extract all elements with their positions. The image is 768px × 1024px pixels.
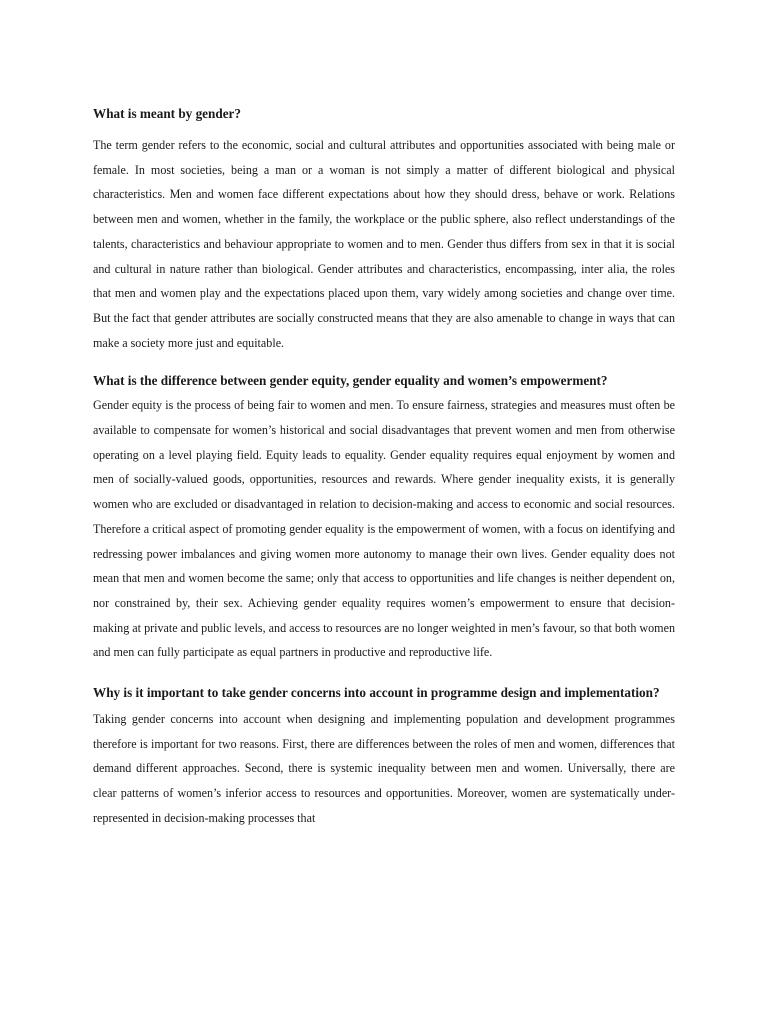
- section-paragraph-programme-design: Taking gender concerns into account when designing and implementing population and development programmes therefore is important for two reasons. First, there are differences between the roles of men and women, differences that demand different approaches. Second, there is systemic inequality between men and women. Universally, there are clear patterns of women’s inferior access to resources and opportunities. Moreover, women are systematically under-represented in decision-making processes that: [93, 712, 675, 825]
- section-heading-programme-design: Why is it important to take gender concerns into account in programme design and implementation?: [93, 685, 660, 701]
- section-paragraph-gender: The term gender refers to the economic, social and cultural attributes and opportunities associated with being male or female. In most societies, being a man or a woman is not simply a matter of different biological and physical characteristics. Men and women face different expectations about how they should dress, behave or work. Relations between men and women, whether in the family, the workplace or the public sphere, also reflect understandings of the talents, characteristics and behaviour appropriate to women and to men. Gender thus differs from sex in that it is social and cultural in nature rather than biological. Gender attributes and characteristics, encompassing, inter alia, the roles that men and women play and the expectations placed upon them, vary widely among societies and change over time. But the fact that gender attributes are socially constructed means that they are also amenable to change in ways that can make a society more just and equitable.: [93, 138, 675, 350]
- document-page: [93, 102, 675, 831]
- section-paragraph-equity-equality: Gender equity is the process of being fair to women and men. To ensure fairness, strategies and measures must often be available to compensate for women’s historical and social disadvantages that prevent women and men from otherwise operating on a level playing field. Equity leads to equality. Gender equality requires equal enjoyment by women and men of socially-valued goods, opportunities, resources and rewards. Where gender inequality exists, it is generally women who are excluded or disadvantaged in relation to decision-making and access to economic and social resources. Therefore a critical aspect of promoting gender equality is the empowerment of women, with a focus on identifying and redressing power imbalances and giving women more autonomy to manage their own lives. Gender equality does not mean that men and women become the same; only that access to opportunities and life changes is neither dependent on, nor constrained by, their sex. Achieving gender equality requires women’s empowerment to ensure that decision-making at private and public levels, and access to resources are no longer weighted in men’s favour, so that both women and men can fully participate as equal partners in productive and reproductive life.: [93, 398, 675, 660]
- section-heading-equity-equality: What is the difference between gender equity, gender equality and women’s empowerment?: [93, 373, 608, 389]
- section-heading-gender: What is meant by gender?: [93, 106, 241, 121]
